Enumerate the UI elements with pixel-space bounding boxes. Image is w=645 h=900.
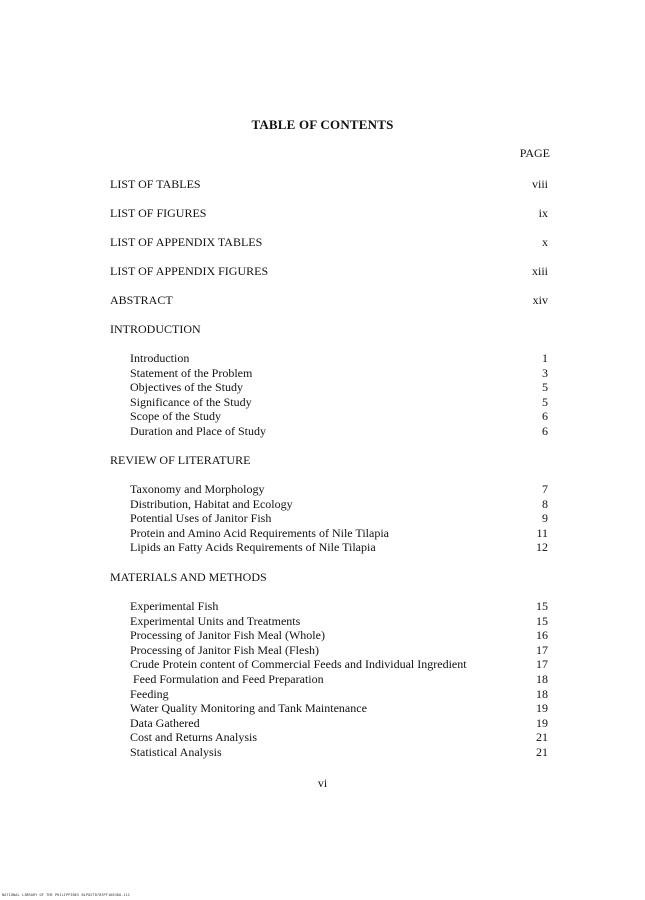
toc-entry[interactable] [130, 745, 548, 759]
toc-entry-page: 19 [536, 701, 548, 716]
toc-entry-page: 5 [542, 380, 548, 395]
library-imprint: NATIONAL LIBRARY OF THE PHILIPPINES BLPOST0703PF160300-112 [2, 893, 131, 897]
toc-entry-label: Duration and Place of Study [130, 424, 266, 438]
toc-entry-page: 17 [536, 657, 548, 672]
toc-entry-label: Processing of Janitor Fish Meal (Flesh) [130, 642, 319, 657]
toc-entry-label: Objectives of the Study [130, 380, 243, 395]
toc-entry-page: 3 [542, 365, 548, 380]
toc-entry[interactable] [130, 351, 548, 365]
toc-entry-page: 15 [536, 613, 548, 628]
toc-entry-label: Crude Protein content of Commercial Feeds and Individual Ingredient [130, 657, 467, 672]
page-number: vi [317, 776, 328, 790]
toc-entry-label: Scope of the Study [130, 409, 221, 424]
toc-entry-page: viii [531, 177, 548, 191]
toc-section-heading-methods[interactable] [110, 570, 548, 584]
toc-entry-page: 12 [536, 540, 548, 555]
toc-entry-list-of-appendix-figures[interactable] [110, 264, 548, 278]
toc-entry-page: 1 [542, 351, 548, 365]
toc-section-heading: MATERIALS AND METHODS [110, 570, 267, 584]
toc-entry-page: 18 [536, 686, 548, 701]
toc-entry[interactable] [130, 687, 548, 701]
toc-entry[interactable] [130, 409, 548, 423]
toc-entry-page: 21 [536, 730, 548, 745]
toc-entry-page: 18 [536, 672, 548, 686]
toc-entry[interactable] [130, 716, 548, 730]
toc-section-heading: REVIEW OF LITERATURE [110, 453, 251, 467]
toc-entry-label: LIST OF APPENDIX TABLES [110, 235, 263, 249]
toc-entry-label: Water Quality Monitoring and Tank Maintenance [130, 701, 367, 716]
toc-entry-label: LIST OF APPENDIX FIGURES [110, 264, 269, 278]
toc-entry[interactable] [130, 526, 548, 540]
toc-entry-label: Introduction [130, 351, 190, 365]
toc-entry-label: Significance of the Study [130, 394, 252, 409]
toc-entry-label: Distribution, Habitat and Ecology [130, 496, 293, 511]
toc-entry-list-of-figures[interactable] [110, 206, 548, 220]
toc-entry[interactable] [130, 540, 548, 554]
toc-entry-label: Statement of the Problem [130, 365, 253, 380]
toc-entry-label: Experimental Units and Treatments [130, 613, 301, 628]
toc-entry-page: 21 [536, 745, 548, 759]
toc-entry-page: 17 [536, 642, 548, 657]
toc-entry[interactable] [130, 701, 548, 715]
toc-entry-page: 15 [536, 599, 548, 613]
toc-entry-label: Data Gathered [130, 715, 200, 730]
toc-entry-page: 11 [536, 525, 548, 540]
toc-entry[interactable] [130, 672, 548, 686]
toc-entry-page: 6 [542, 424, 548, 438]
toc-entry-page: xiv [532, 293, 548, 307]
toc-entry-page: xiii [531, 264, 548, 278]
toc-entry-page: 16 [536, 628, 548, 643]
toc-entry[interactable] [130, 380, 548, 394]
toc-entry-page: 5 [542, 394, 548, 409]
toc-entry-page: x [542, 235, 548, 249]
toc-entry[interactable] [130, 628, 548, 642]
toc-entry[interactable] [130, 643, 548, 657]
toc-entry-page: 7 [542, 482, 548, 496]
toc-entry-label: LIST OF TABLES [110, 177, 201, 191]
toc-entry[interactable] [130, 657, 548, 671]
toc-entry-page: 8 [542, 496, 548, 511]
toc-entry-list-of-tables[interactable] [110, 177, 548, 191]
toc-entry[interactable] [130, 614, 548, 628]
toc-entry-label: Taxonomy and Morphology [130, 482, 265, 496]
toc-entry[interactable] [130, 424, 548, 438]
toc-entry-page: 19 [536, 715, 548, 730]
toc-entry-label: LIST OF FIGURES [110, 206, 207, 220]
toc-entry[interactable] [130, 395, 548, 409]
page-title: TABLE OF CONTENTS [251, 117, 394, 132]
toc-entry[interactable] [130, 497, 548, 511]
toc-section-heading: INTRODUCTION [110, 322, 201, 336]
toc-entry[interactable] [130, 482, 548, 496]
toc-entry-label: ABSTRACT [110, 293, 173, 307]
toc-entry-label: Cost and Returns Analysis [130, 730, 258, 745]
toc-entry-page: 6 [542, 409, 548, 424]
toc-entry-label: Lipids an Fatty Acids Requirements of Nile Tilapia [130, 540, 376, 555]
toc-entry[interactable] [130, 599, 548, 613]
toc-entry-label: Feed Formulation and Feed Preparation [130, 672, 324, 686]
toc-entry-label: Experimental Fish [130, 599, 219, 613]
toc-entry[interactable] [130, 366, 548, 380]
toc-entry[interactable] [130, 511, 548, 525]
toc-entry-label: Processing of Janitor Fish Meal (Whole) [130, 628, 325, 643]
toc-entry-label: Protein and Amino Acid Requirements of Nile Tilapia [130, 525, 389, 540]
toc-entry[interactable] [130, 730, 548, 744]
toc-entry-page: 9 [542, 511, 548, 526]
toc-entry-label: Feeding [130, 686, 169, 701]
toc-entry-list-of-appendix-tables[interactable] [110, 235, 548, 249]
toc-entry-abstract[interactable] [110, 293, 548, 307]
toc-section-heading-review[interactable] [110, 453, 548, 467]
page-column-header: PAGE [519, 146, 550, 160]
toc-section-heading-introduction[interactable] [110, 322, 548, 336]
toc-entry-page: ix [538, 206, 548, 220]
toc-entry-label: Potential Uses of Janitor Fish [130, 511, 272, 526]
toc-entry-label: Statistical Analysis [130, 745, 222, 759]
